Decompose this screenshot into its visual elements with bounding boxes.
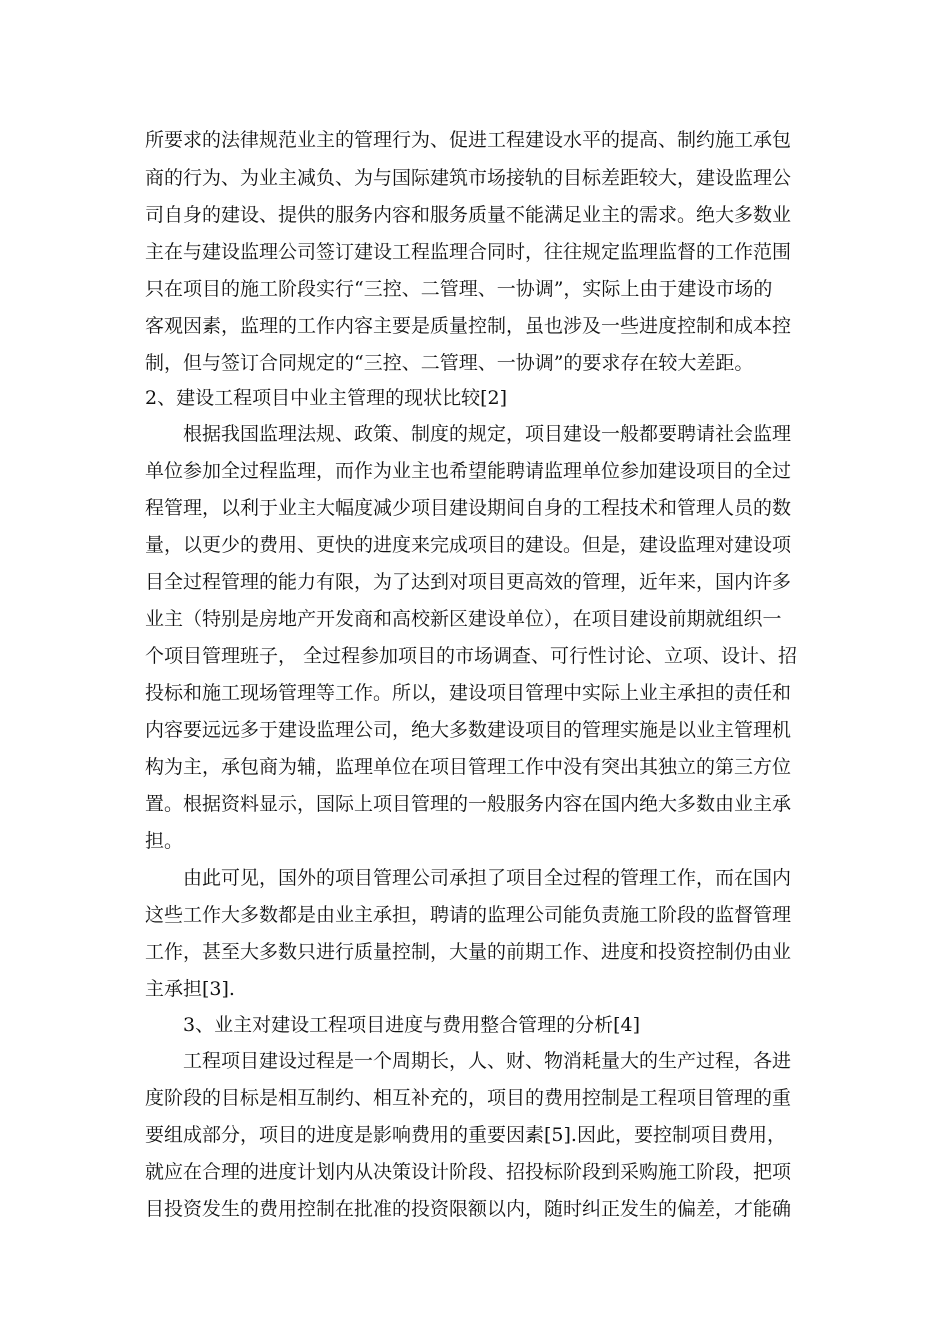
text-line: 要组成部分，项目的进度是影响费用的重要因素[5].因此，要控制项目费用， bbox=[145, 1124, 786, 1146]
text-line: 主在与建设监理公司签订建设工程监理合同时，往往规定监理监督的工作范围 bbox=[145, 241, 792, 263]
text-line: 担。 bbox=[145, 830, 184, 852]
text-line: 业主（特别是房地产开发商和高校新区建设单位），在项目建设前期就组织一 bbox=[145, 608, 782, 630]
text-line: 量，以更少的费用、更快的进度来完成项目的建设。但是，建设监理对建设项 bbox=[145, 534, 792, 556]
paragraph-first-line: 根据我国监理法规、政策、制度的规定，项目建设一般都要聘请社会监理 bbox=[183, 423, 792, 445]
text-line: 只在项目的施工阶段实行“三控、二管理、一协调”，实际上由于建设市场的 bbox=[145, 278, 773, 300]
paragraph-first-line: 由此可见，国外的项目管理公司承担了项目全过程的管理工作，而在国内 bbox=[183, 867, 792, 889]
text-line: 内容要远远多于建设监理公司，绝大多数建设项目的管理实施是以业主管理机 bbox=[145, 719, 792, 741]
text-line: 置。根据资料显示，国际上项目管理的一般服务内容在国内绝大多数由业主承 bbox=[145, 793, 792, 815]
section-heading: 2、建设工程项目中业主管理的现状比较[2] bbox=[145, 387, 508, 409]
text-line: 程管理，以利于业主大幅度减少项目建设期间自身的工程技术和管理人员的数 bbox=[145, 497, 792, 519]
text-line: 度阶段的目标是相互制约、相互补充的，项目的费用控制是工程项目管理的重 bbox=[145, 1087, 792, 1109]
paragraph-first-line: 工程项目建设过程是一个周期长，人、财、物消耗量大的生产过程，各进 bbox=[183, 1050, 792, 1072]
text-line: 个项目管理班子， 全过程参加项目的市场调查、可行性讨论、立项、设计、招 bbox=[145, 645, 798, 667]
section-heading: 3、业主对建设工程项目进度与费用整合管理的分析[4] bbox=[183, 1014, 641, 1036]
text-line: 客观因素，监理的工作内容主要是质量控制，虽也涉及一些进度控制和成本控 bbox=[145, 315, 792, 337]
text-line: 就应在合理的进度计划内从决策设计阶段、招投标阶段到采购施工阶段，把项 bbox=[145, 1161, 792, 1183]
text-line: 目投资发生的费用控制在批准的投资限额以内，随时纠正发生的偏差，才能确 bbox=[145, 1198, 792, 1220]
text-line: 目全过程管理的能力有限，为了达到对项目更高效的管理，近年来，国内许多 bbox=[145, 571, 792, 593]
text-line: 工作，甚至大多数只进行质量控制，大量的前期工作、进度和投资控制仍由业 bbox=[145, 941, 792, 963]
text-line: 投标和施工现场管理等工作。所以，建设项目管理中实际上业主承担的责任和 bbox=[145, 682, 792, 704]
text-line: 商的行为、为业主减负、为与国际建筑市场接轨的目标差距较大，建设监理公 bbox=[145, 167, 792, 189]
text-line: 制，但与签订合同规定的“三控、二管理、一协调”的要求存在较大差距。 bbox=[145, 352, 754, 374]
text-line: 这些工作大多数都是由业主承担，聘请的监理公司能负责施工阶段的监督管理 bbox=[145, 904, 792, 926]
text-line: 单位参加全过程监理，而作为业主也希望能聘请监理单位参加建设项目的全过 bbox=[145, 460, 792, 482]
text-line: 司自身的建设、提供的服务内容和服务质量不能满足业主的需求。绝大多数业 bbox=[145, 204, 792, 226]
text-line: 所要求的法律规范业主的管理行为、促进工程建设水平的提高、制约施工承包 bbox=[145, 129, 792, 151]
text-line: 构为主，承包商为辅，监理单位在项目管理工作中没有突出其独立的第三方位 bbox=[145, 756, 792, 778]
text-line: 主承担[3]. bbox=[145, 978, 235, 1000]
